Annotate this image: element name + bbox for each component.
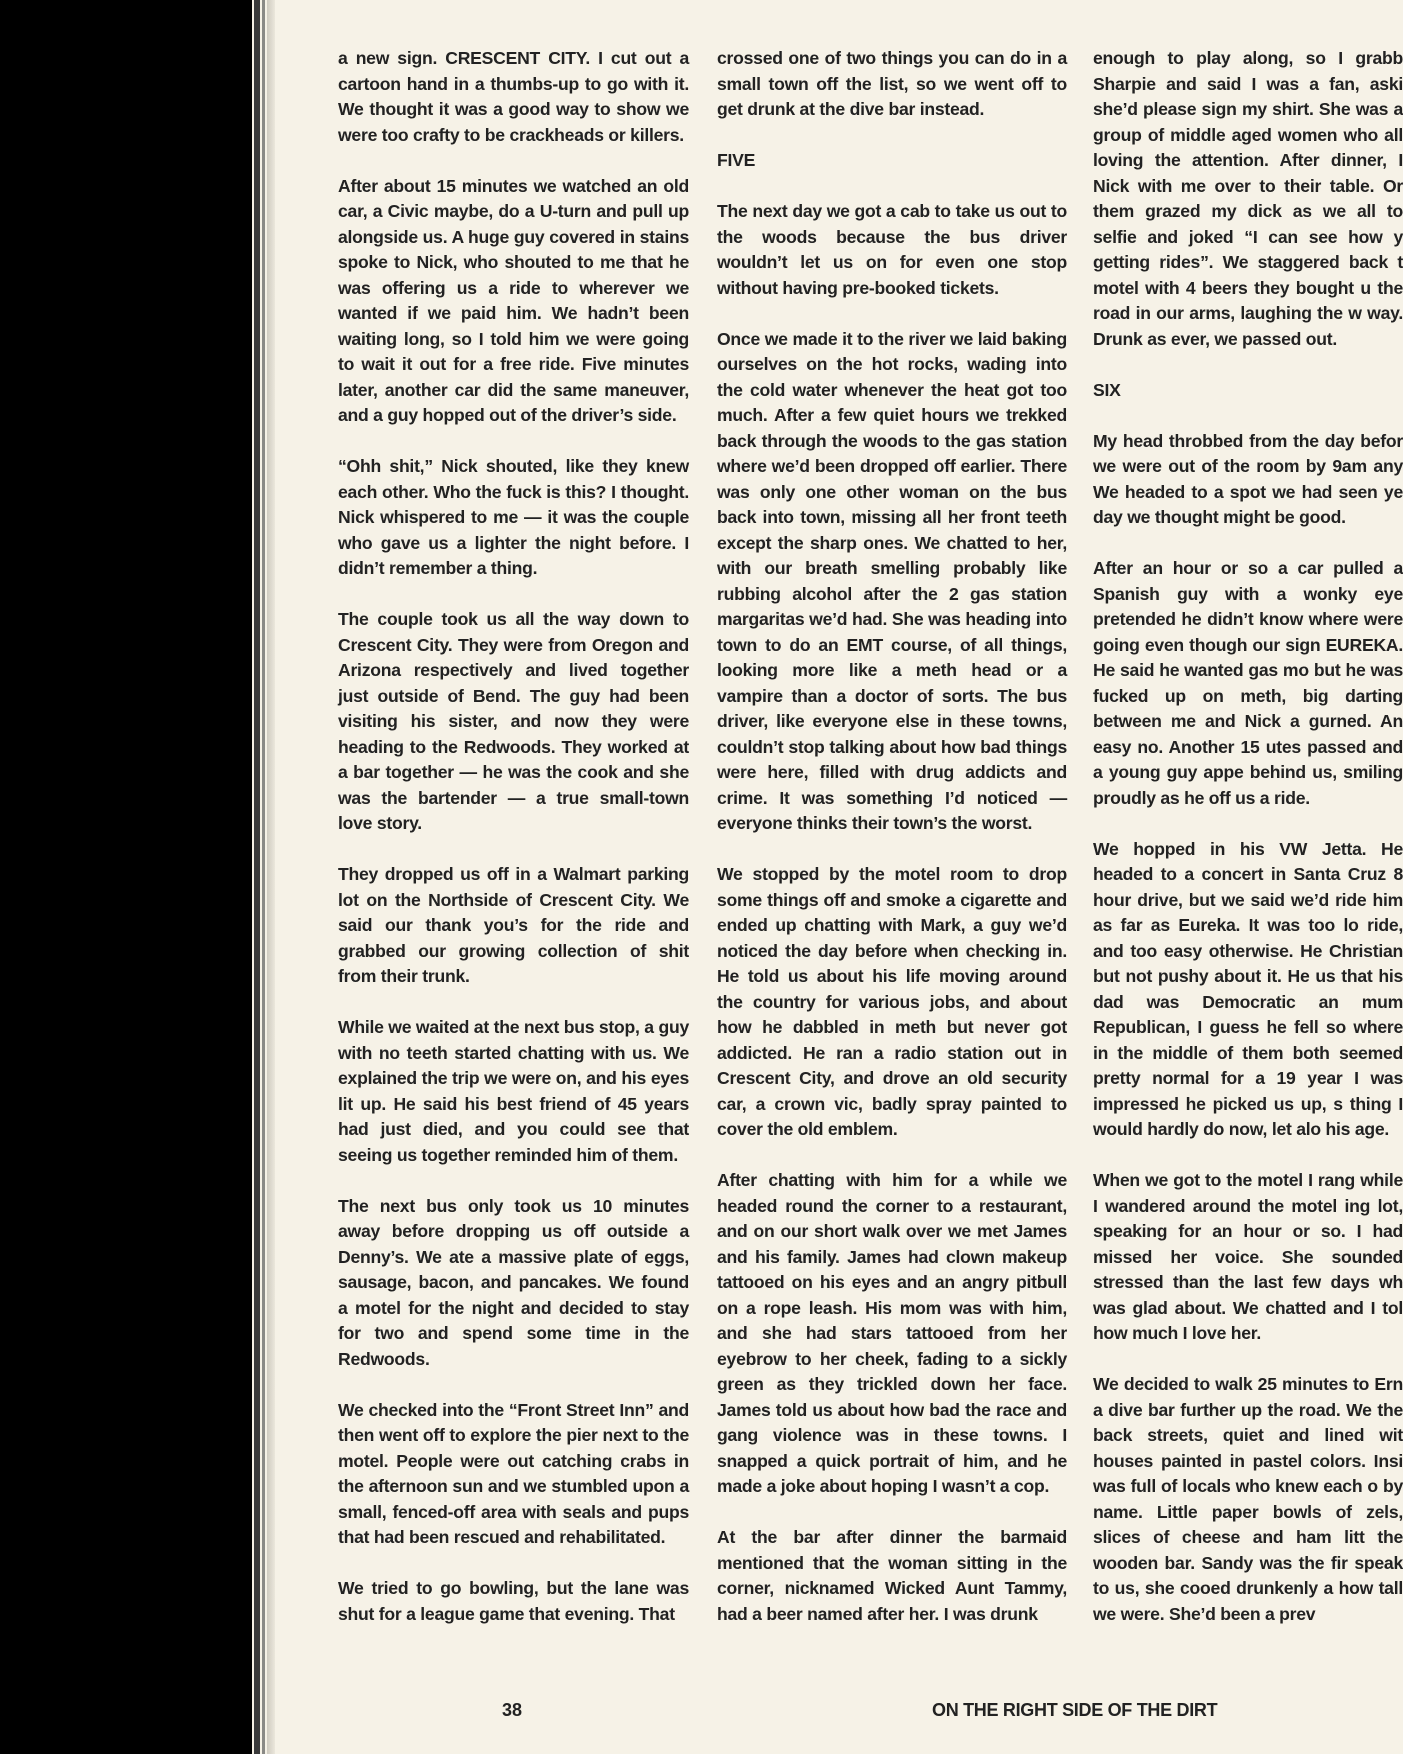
paragraph: My head throbbed from the day befor we were out of the room by 9am any We headed to a spot we had seen ye day we thought might be good. [1093, 430, 1403, 527]
paragraph: We decided to walk 25 minutes to Ern a dive bar further up the road. We the back streets, quiet and lined wit houses painted in pastel colors. Insi was full of locals who knew each o by name. Little paper bowls of zels, slices of cheese and ham litt the wooden bar. Sandy was the fir speak to us, she cooed drunkenly a how tall we were. She’d been a prev [1093, 1374, 1403, 1624]
paragraph: We hopped in his VW Jetta. He headed to a concert in Santa Cruz 8 hour drive, but we said we’d ride him as far as Eureka. It was too lo ride, and too easy otherwise. He Christian but not pushy about it. He us that his dad was Democratic an mum Republican, I guess he fell so where in the middle of them both seemed pretty normal for a 19 year I was impressed he picked us up, s thing I would hardly do now, let alo his age. [1093, 838, 1403, 1139]
text-column-1 [338, 46, 689, 1653]
paragraph: “Ohh shit,” Nick shouted, like they knew each other. Who the fuck is this? I thought. Nick whispered to me — it was the couple who gave us a lighter the night before. I didn’t remember a thing. [338, 456, 689, 578]
binding-shadow [0, 0, 252, 1754]
section-heading: FIVE [717, 150, 756, 170]
paragraph: a new sign. CRESCENT CITY. I cut out a cartoon hand in a thumbs-up to go with it. We thought it was a good way to show we were too crafty to be crackheads or killers. [338, 48, 689, 145]
paragraph: crossed one of two things you can do in a small town off the list, so we went off to get drunk at the dive bar instead. [717, 48, 1067, 119]
page-number: 38 [502, 1700, 523, 1720]
paragraph: They dropped us off in a Walmart parking lot on the Northside of Crescent City. We said our thank you’s for the ride and grabbed our growing collection of shit from their trunk. [338, 864, 689, 986]
paragraph: The next bus only took us 10 minutes away before dropping us off outside a Denny’s. We ate a massive plate of eggs, sausage, bacon, and pancakes. We found a motel for the night and decided to stay for two and spend some time in the Redwoods. [338, 1195, 689, 1369]
paragraph: The next day we got a cab to take us out to the woods because the bus driver wouldn’t let us on for even one stop without having pre-booked tickets. [717, 201, 1067, 298]
running-footer-title: ON THE RIGHT SIDE OF THE DIRT [932, 1700, 1218, 1720]
binding-edge [262, 0, 265, 1754]
paragraph: We tried to go bowling, but the lane was shut for a league game that evening. That [338, 1578, 689, 1624]
paragraph: After an hour or so a car pulled a Spanish guy with a wonky eye pretended he didn’t know where were going even though our sign EUREKA. He said he wanted gas mo but he was fucked up on meth, big darting between me and Nick a gurned. An easy no. Another 15 utes passed and a young guy appe behind us, smiling proudly as he off us a ride. [1093, 558, 1403, 808]
paragraph: After about 15 minutes we watched an old car, a Civic maybe, do a U-turn and pull up alongside us. A huge guy covered in stains spoke to Nick, who shouted to me that he was offering us a ride to wherever we wanted if we paid him. We hadn’t been waiting long, so I told him we were going to wait it out for a free ride. Five minutes later, another car did the same maneuver, and a guy hopped out of the driver’s side. [338, 175, 689, 425]
paragraph: Once we made it to the river we laid baking ourselves on the hot rocks, wading into the cold water whenever the heat got too much. After a few quiet hours we trekked back through the woods to the gas station where we’d been dropped off earlier. There was only one other woman on the bus back into town, missing all her front teeth except the sharp ones. We chatted to her, with our breath smelling probably like rubbing alcohol after the 2 gas station margaritas we’d had. She was heading into town to do an EMT course, of all things, looking more like a meth head or a vampire than a doctor of sorts. The bus driver, like everyone else in these towns, couldn’t stop talking about how bad things were here, filled with drug addicts and crime. It was something I’d noticed — everyone thinks their town’s the worst. [717, 328, 1067, 833]
paragraph: We stopped by the motel room to drop some things off and smoke a cigarette and ended up chatting with Mark, a guy we’d noticed the day before when checking in. He told us about his life moving around the country for various jobs, and about how he dabbled in meth but never got addicted. He ran a radio station out in Crescent City, and drove an old security car, a crown vic, badly spray painted to cover the old emblem. [717, 864, 1067, 1139]
binding-edge [254, 0, 260, 1754]
text-column-3 [1093, 46, 1403, 1653]
paragraph: The couple took us all the way down to Crescent City. They were from Oregon and Arizona respectively and lived together just outside of Bend. The guy had been visiting his sister, and now they were heading to the Redwoods. They worked at a bar together — he was the cook and she was the bartender — a true small-town love story. [338, 609, 689, 833]
text-column-2 [717, 46, 1067, 1653]
paragraph: While we waited at the next bus stop, a guy with no teeth started chatting with us. We explained the trip we were on, and his eyes lit up. He said his best friend of 45 years had just died, and you could see that seeing us together reminded him of them. [338, 1017, 689, 1165]
paragraph: At the bar after dinner the barmaid mentioned that the woman sitting in the corner, nicknamed Wicked Aunt Tammy, had a beer named after her. I was drunk [717, 1527, 1067, 1624]
paragraph: We checked into the “Front Street Inn” and then went off to explore the pier next to the motel. People were out catching crabs in the afternoon sun and we stumbled upon a small, fenced-off area with seals and pups that had been rescued and rehabilitated. [338, 1399, 689, 1547]
paragraph: When we got to the motel I rang while I wandered around the motel ing lot, speaking for an hour or so. I had missed her voice. She sounded stressed than the last few days wh was glad about. We chatted and I tol how much I love her. [1093, 1170, 1403, 1343]
paragraph: enough to play along, so I grabb Sharpie and said I was a fan, aski she’d please sign my shirt. She was a group of middle aged women who all loving the attention. After dinner, I Nick with me over to their table. Or them grazed my dick as we all to selfie and joked “I can see how y getting rides”. We staggered back t motel with 4 beers they bought u the road in our arms, laughing the w way. Drunk as ever, we passed out. [1093, 48, 1403, 349]
paragraph: After chatting with him for a while we headed round the corner to a restaurant, and on our short walk over we met James and his family. James had clown makeup tattooed on his eyes and an angry pitbull on a rope leash. His mom was with him, and she had stars tattooed from her eyebrow to her cheek, fading to a sickly green as they trickled down her face. James told us about how bad the race and gang violence was in these towns. I snapped a quick portrait of him, and he made a joke about hoping I wasn’t a cop. [717, 1170, 1067, 1496]
section-heading: SIX [1093, 379, 1121, 400]
binding-edge [267, 0, 275, 1754]
